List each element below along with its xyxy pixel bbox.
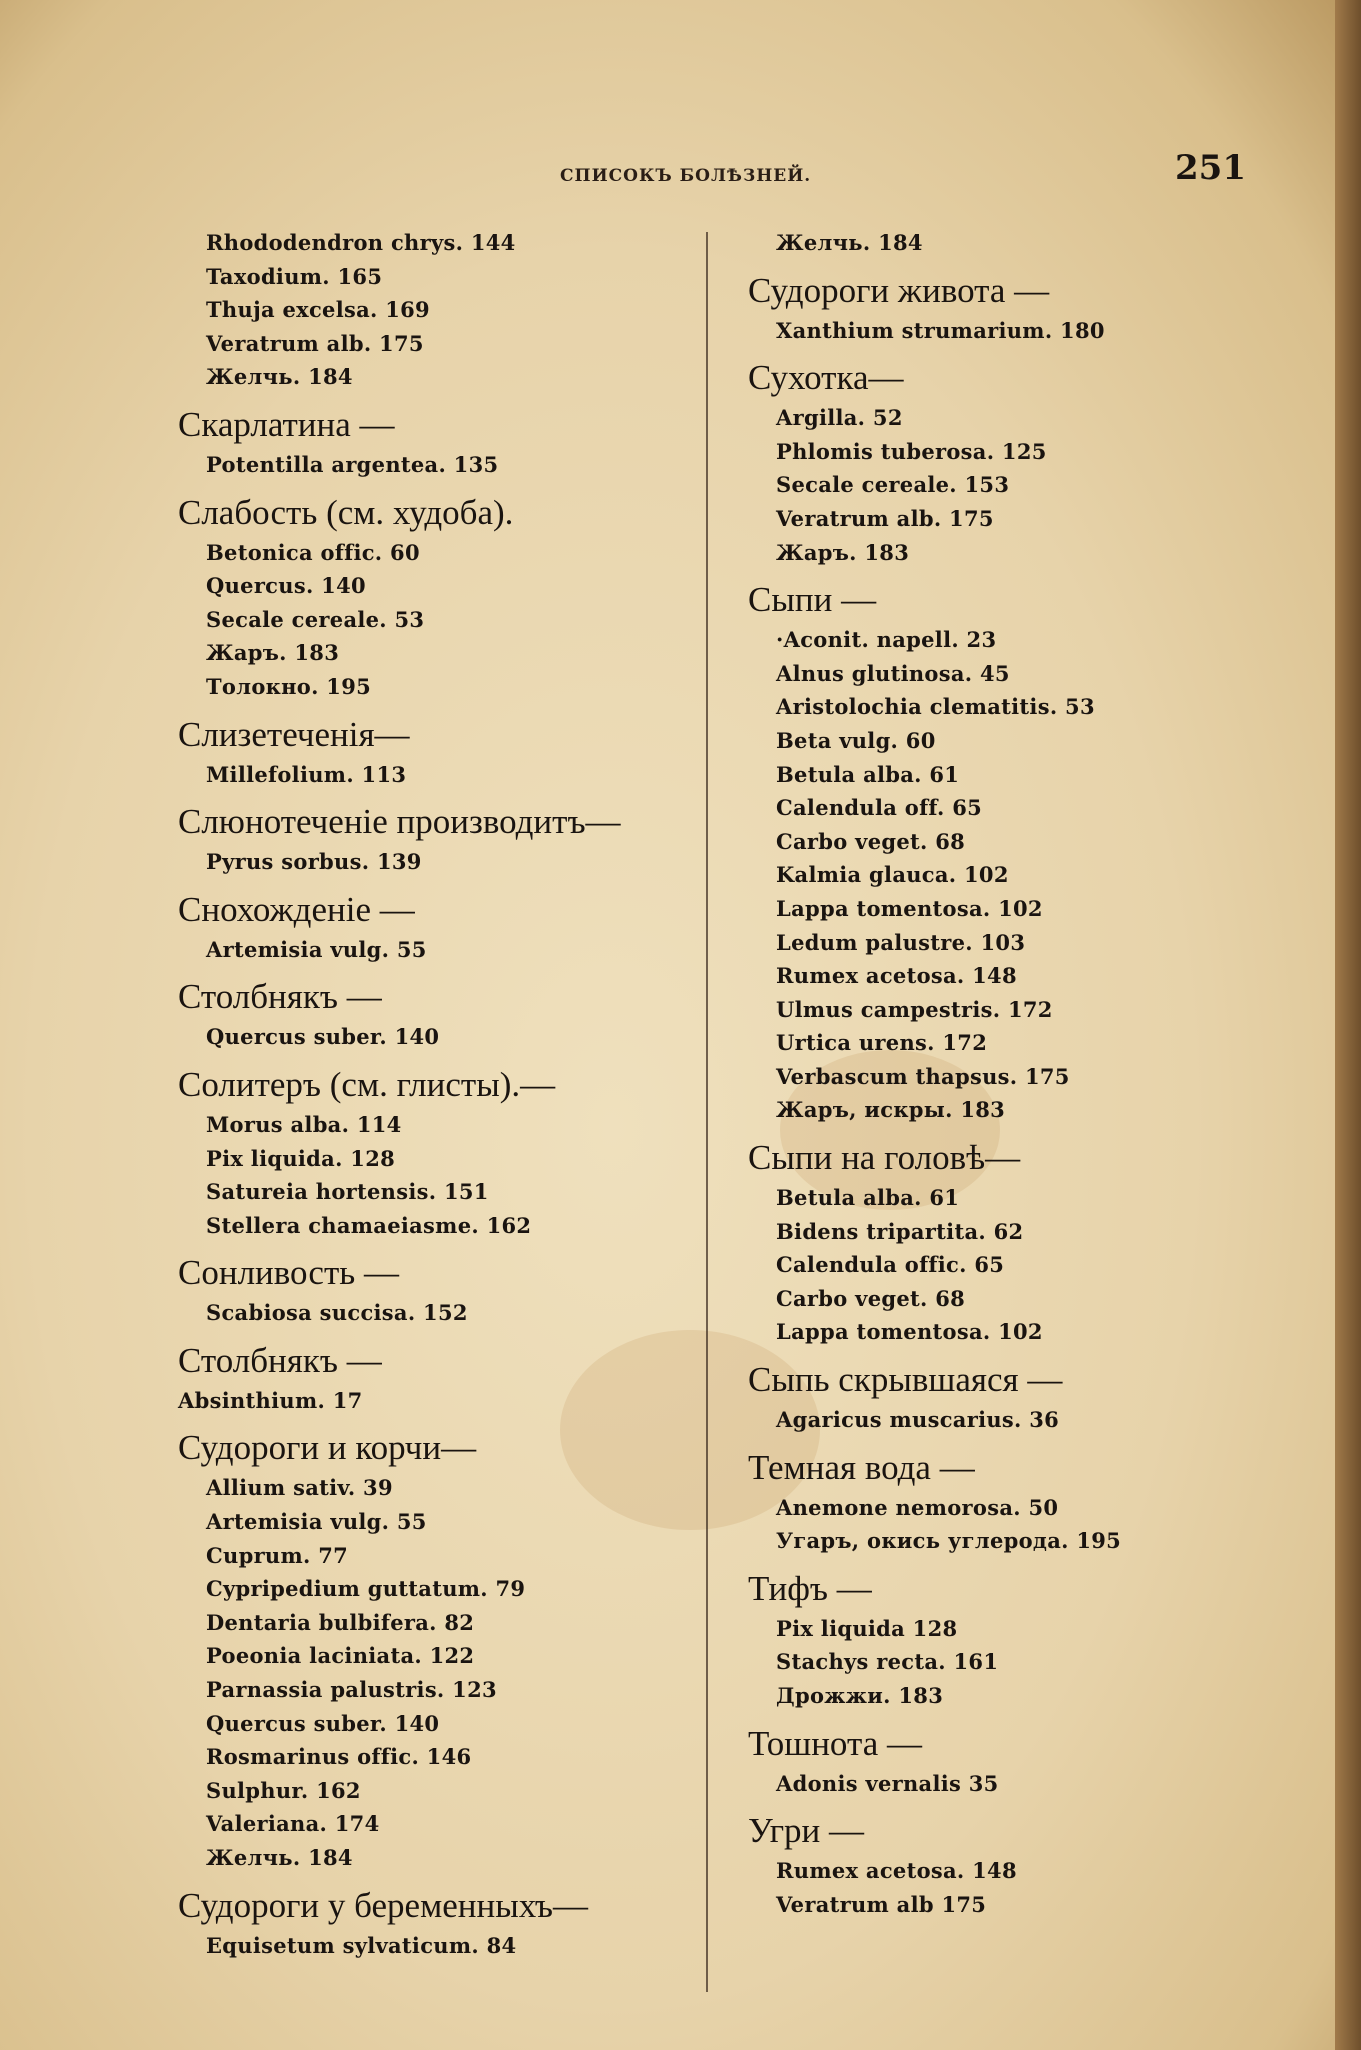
remedy-item: Secale cereale. 153 xyxy=(776,472,1010,498)
disease-heading: Темная вода — xyxy=(748,1447,975,1487)
remedy-item: Угаръ, окись углерода. 195 xyxy=(776,1528,1122,1554)
remedy-item: Rosmarinus offic. 146 xyxy=(206,1744,472,1770)
remedy-item: Жаръ. 183 xyxy=(206,640,340,666)
remedy-item: Rumex acetosa. 148 xyxy=(776,1858,1017,1884)
disease-entry xyxy=(178,1252,678,1330)
disease-heading: Столбнякъ — xyxy=(178,977,382,1017)
disease-entry xyxy=(748,1810,1168,1921)
disease-heading: Сыпи — xyxy=(748,580,877,620)
disease-entry xyxy=(748,270,1168,348)
remedy-item: Millefolium. 113 xyxy=(206,761,407,787)
disease-heading: Сыпи на головѣ— xyxy=(748,1138,1021,1178)
remedy-item: Parnassia palustris. 123 xyxy=(206,1677,497,1703)
disease-entry xyxy=(178,1427,678,1874)
remedy-item: Artemisia vulg. 55 xyxy=(206,936,427,962)
remedy-item: Желчь. 184 xyxy=(206,1845,353,1870)
disease-heading: Судороги живота — xyxy=(748,270,1050,310)
page-number: 251 xyxy=(1175,148,1246,188)
remedy-item: Taxodium. 165 xyxy=(206,263,383,289)
remedy-item: Allium sativ. 39 xyxy=(206,1475,393,1501)
remedy-item: Veratrum alb. 175 xyxy=(776,505,994,531)
remedy-item: Adonis vernalis 35 xyxy=(776,1770,999,1796)
remedy-item: Carbo veget. 68 xyxy=(776,1285,966,1311)
disease-entry xyxy=(178,1885,678,1963)
remedy-item: Poeonia laciniata. 122 xyxy=(206,1643,475,1669)
disease-heading: Слюнотеченіе производитъ— xyxy=(178,802,621,842)
disease-entry xyxy=(748,1359,1168,1437)
left-column xyxy=(178,226,678,1962)
remedy-item: Argilla. 52 xyxy=(776,405,903,431)
remedy-item: Artemisia vulg. 55 xyxy=(206,1509,427,1535)
remedy-item: Lappa tomentosa. 102 xyxy=(776,1319,1043,1345)
disease-heading: Судороги у беременныхъ— xyxy=(178,1885,589,1925)
remedy-item: Lappa tomentosa. 102 xyxy=(776,895,1043,921)
remedy-item: Толокно. 195 xyxy=(206,673,372,699)
remedy-item: Veratrum alb. 175 xyxy=(206,330,424,356)
remedy-item: Xanthium strumarium. 180 xyxy=(776,317,1105,343)
continuation-list xyxy=(178,226,678,394)
disease-heading: Снохожденіе — xyxy=(178,889,415,929)
disease-entry xyxy=(748,1723,1168,1801)
remedy-item: Sulphur. 162 xyxy=(206,1777,361,1803)
remedy-item: Morus alba. 114 xyxy=(206,1111,402,1137)
remedy-item: Dentaria bulbifera. 82 xyxy=(206,1609,475,1635)
remedy-item: Quercus suber. 140 xyxy=(206,1024,440,1050)
disease-entry xyxy=(178,492,678,704)
remedy-item: Anemone nemorosa. 50 xyxy=(776,1494,1059,1520)
disease-heading: Сонливость — xyxy=(178,1253,399,1293)
remedy-item: Thuja excelsa. 169 xyxy=(206,297,430,323)
remedy-item: ·Aconit. napell. 23 xyxy=(776,627,997,653)
disease-entry xyxy=(748,1137,1168,1349)
remedy-item: Cuprum. 77 xyxy=(206,1542,349,1568)
remedy-item: Betula alba. 61 xyxy=(776,1185,960,1211)
remedy-item: Calendula off. 65 xyxy=(776,795,983,821)
remedy-item: Pix liquida 128 xyxy=(776,1615,958,1641)
disease-heading: Тифъ — xyxy=(748,1568,872,1608)
remedy-item: Pyrus sorbus. 139 xyxy=(206,849,422,875)
disease-entry xyxy=(178,714,678,792)
remedy-item: Жаръ, искры. 183 xyxy=(776,1097,1006,1123)
disease-entry xyxy=(178,1064,678,1242)
disease-entry xyxy=(748,1568,1168,1713)
remedy-item: Желчь. 184 xyxy=(206,364,353,390)
disease-heading: Слабость (см. худоба). xyxy=(178,492,514,532)
remedy-item: Absinthium. 17 xyxy=(178,1387,363,1413)
remedy-item: Carbo veget. 68 xyxy=(776,828,966,854)
remedy-item: Secale cereale. 53 xyxy=(206,606,425,632)
right-column xyxy=(748,226,1168,1921)
remedy-item: Желчь. 184 xyxy=(776,230,923,255)
disease-heading: Тошнота — xyxy=(748,1723,922,1763)
disease-heading: Судороги и корчи— xyxy=(178,1428,477,1468)
disease-heading: Столбнякъ — xyxy=(178,1340,382,1380)
remedy-item: Ledum palustre. 103 xyxy=(776,929,1026,955)
remedy-item: Satureia hortensis. 151 xyxy=(206,1179,489,1205)
remedy-item: Quercus suber. 140 xyxy=(206,1710,440,1736)
remedy-item: Valeriana. 174 xyxy=(206,1811,380,1837)
disease-entry xyxy=(748,1447,1168,1558)
remedy-item: Дрожжи. 183 xyxy=(776,1683,944,1708)
remedy-item: Urtica urens. 172 xyxy=(776,1030,988,1056)
disease-entry xyxy=(178,976,678,1054)
remedy-item: Phlomis tuberosa. 125 xyxy=(776,438,1047,464)
remedy-item: Stachys recta. 161 xyxy=(776,1649,999,1675)
remedy-item: Bidens tripartita. 62 xyxy=(776,1218,1024,1244)
disease-heading: Сухотка— xyxy=(748,358,904,398)
continuation-list xyxy=(748,226,1168,260)
disease-entry xyxy=(748,357,1168,569)
disease-heading: Сыпь скрывшаяся — xyxy=(748,1360,1063,1400)
remedy-item: Alnus glutinosa. 45 xyxy=(776,660,1010,686)
running-head: СПИСОКЪ БОЛѢЗНЕЙ. xyxy=(560,166,812,186)
remedy-item: Quercus. 140 xyxy=(206,573,366,599)
remedy-item: Cypripedium guttatum. 79 xyxy=(206,1576,526,1602)
disease-entry xyxy=(748,579,1168,1127)
remedy-item: Verbascum thapsus. 175 xyxy=(776,1063,1070,1089)
remedy-item: Aristolochia clematitis. 53 xyxy=(776,694,1095,720)
disease-heading: Скарлатина — xyxy=(178,404,395,444)
remedy-item: Beta vulg. 60 xyxy=(776,727,936,753)
disease-heading: Слизетеченія— xyxy=(178,714,410,754)
page-binding-edge xyxy=(1335,0,1361,2050)
disease-heading: Солитеръ (см. глисты).— xyxy=(178,1064,556,1104)
remedy-item: Ulmus campestris. 172 xyxy=(776,996,1053,1022)
remedy-item: Pix liquida. 128 xyxy=(206,1145,396,1171)
remedy-item: Жаръ. 183 xyxy=(776,539,910,565)
remedy-item: Equisetum sylvaticum. 84 xyxy=(206,1932,517,1958)
remedy-item: Veratrum alb 175 xyxy=(776,1891,987,1917)
disease-heading: Угри — xyxy=(748,1811,865,1851)
disease-entry xyxy=(178,801,678,879)
remedy-item: Scabiosa succisa. 152 xyxy=(206,1300,468,1326)
remedy-item: Agaricus muscarius. 36 xyxy=(776,1407,1060,1433)
remedy-item: Rhododendron chrys. 144 xyxy=(206,230,516,255)
remedy-item: Potentilla argentea. 135 xyxy=(206,451,499,477)
remedy-item: Betonica offic. 60 xyxy=(206,539,420,565)
disease-entry xyxy=(178,404,678,482)
column-divider xyxy=(706,232,708,1992)
remedy-item: Calendula offic. 65 xyxy=(776,1252,1005,1278)
remedy-item: Rumex acetosa. 148 xyxy=(776,963,1017,989)
disease-entry xyxy=(178,889,678,967)
remedy-item: Betula alba. 61 xyxy=(776,761,960,787)
disease-entry xyxy=(178,1340,678,1418)
remedy-item: Kalmia glauca. 102 xyxy=(776,862,1009,888)
remedy-item: Stellera chamaeiasme. 162 xyxy=(206,1212,532,1238)
